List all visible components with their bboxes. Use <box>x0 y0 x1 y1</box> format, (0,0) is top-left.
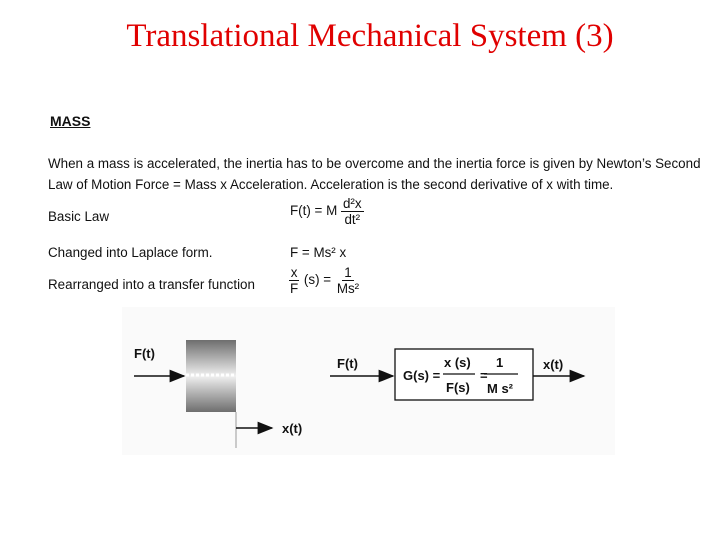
basic-law-lhs: F(t) = M <box>290 203 338 219</box>
block-eq: = <box>480 368 488 383</box>
transfer-lhs-den: F <box>290 281 299 296</box>
left-input-label: F(t) <box>134 346 155 361</box>
block-den1: F(s) <box>446 380 470 395</box>
paragraph-line-2: Law of Motion Force = Mass x Acceleration. Acceleration is the second derivative of x with time. <box>48 177 614 192</box>
laplace-equation: F = Ms² x <box>290 245 347 260</box>
section-heading: MASS <box>50 113 91 129</box>
transfer-mid: (s) = <box>303 272 332 288</box>
paragraph-line-1: When a mass is accelerated, the inertia has to be overcome and the inertia force is given by Newton’s Second <box>48 156 701 171</box>
slide-title: Translational Mechanical System (3) <box>126 18 614 54</box>
basic-law-label: Basic Law <box>48 209 110 224</box>
basic-law-numerator: d²x <box>342 196 362 211</box>
block-den2: M s² <box>487 381 513 396</box>
transfer-lhs-num: x <box>290 265 298 280</box>
basic-law-denominator: dt² <box>344 212 361 227</box>
laplace-label: Changed into Laplace form. <box>48 245 213 260</box>
transfer-rhs-num: 1 <box>344 265 352 280</box>
block-num2: 1 <box>496 355 504 370</box>
transfer-label: Rearranged into a transfer function <box>48 277 255 292</box>
block-g-label: G(s) = <box>403 368 441 383</box>
block-output-label: x(t) <box>543 357 564 372</box>
block-input-label: F(t) <box>337 356 358 371</box>
transfer-rhs-den: Ms² <box>336 281 360 296</box>
left-output-label: x(t) <box>282 421 303 436</box>
block-num1: x (s) <box>444 355 471 370</box>
